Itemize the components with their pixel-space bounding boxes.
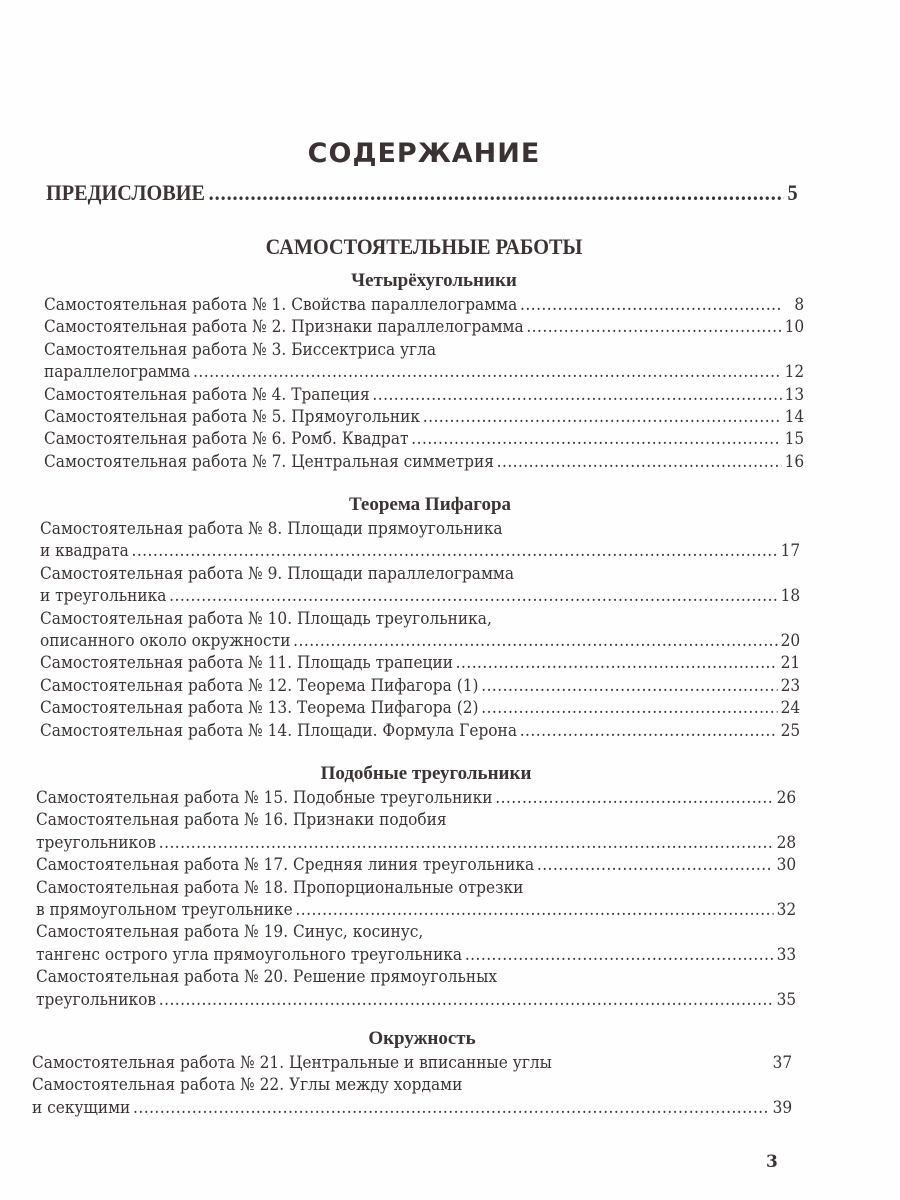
toc-entry[interactable] bbox=[40, 563, 800, 608]
entry-title: тангенс острого угла прямоугольного треугольника bbox=[36, 944, 463, 965]
dot-leader bbox=[481, 697, 777, 719]
toc-entry[interactable] bbox=[36, 787, 796, 809]
dot-leader bbox=[159, 832, 774, 854]
page-title: СОДЕРЖАНИЕ bbox=[307, 138, 541, 169]
section-circle bbox=[32, 1028, 812, 1119]
preface-label: ПРЕДИСЛОВИЕ bbox=[46, 180, 205, 205]
entry-title-line1: Самостоятельная работа № 20. Решение прямоугольных bbox=[36, 967, 498, 988]
entry-title: Самостоятельная работа № 2. Признаки параллелограмма bbox=[44, 317, 524, 338]
toc-entry[interactable] bbox=[36, 921, 796, 966]
entry-page: 18 bbox=[780, 586, 801, 607]
entry-title: треугольников bbox=[36, 989, 157, 1010]
entry-title: Самостоятельная работа № 1. Свойства параллелограмма bbox=[44, 295, 518, 315]
entry-title-line1: Самостоятельная работа № 10. Площадь треугольника, bbox=[40, 608, 492, 629]
dot-leader bbox=[133, 1097, 770, 1119]
dot-leader bbox=[169, 585, 777, 607]
dot-leader bbox=[295, 899, 773, 921]
entry-title: Самостоятельная работа № 5. Прямоугольник bbox=[44, 407, 421, 428]
toc-entry[interactable] bbox=[36, 966, 796, 1011]
dot-leader bbox=[159, 989, 774, 1011]
entry-page: 12 bbox=[784, 362, 805, 383]
dot-leader bbox=[456, 652, 778, 674]
entry-title: Самостоятельная работа № 17. Средняя линия треугольника bbox=[36, 855, 535, 876]
entry-title: Самостоятельная работа № 11. Площадь трапеции bbox=[40, 653, 453, 674]
dot-leader bbox=[526, 316, 781, 338]
toc-entry[interactable] bbox=[36, 809, 796, 854]
dot-leader bbox=[131, 540, 777, 562]
dot-leader bbox=[537, 854, 774, 876]
entry-title: и треугольника bbox=[40, 586, 167, 607]
toc-entry[interactable] bbox=[32, 1074, 792, 1119]
entry-page: 32 bbox=[776, 900, 797, 921]
entry-page: 26 bbox=[776, 788, 797, 808]
toc-entry[interactable] bbox=[44, 451, 804, 473]
page-number: 3 bbox=[766, 1152, 778, 1172]
entry-title: и квадрата bbox=[40, 541, 129, 562]
section-quadrilaterals bbox=[44, 270, 824, 473]
entry-page: 33 bbox=[776, 944, 797, 965]
toc-entry[interactable] bbox=[40, 652, 800, 674]
entry-title: Самостоятельная работа № 12. Теорема Пифагора (1) bbox=[40, 675, 479, 696]
dot-leader bbox=[495, 787, 773, 809]
entry-page: 15 bbox=[784, 429, 805, 450]
toc-entry[interactable] bbox=[36, 854, 796, 876]
entry-page: 24 bbox=[780, 698, 801, 719]
toc-entry[interactable] bbox=[40, 675, 800, 697]
entry-title: Самостоятельная работа № 21. Центральные и вписанные углы bbox=[32, 1053, 552, 1073]
dot-leader bbox=[423, 406, 782, 428]
dot-leader bbox=[372, 384, 781, 406]
entry-title: Самостоятельная работа № 7. Центральная симметрия bbox=[44, 451, 494, 472]
entry-title: параллелограмма bbox=[44, 362, 191, 383]
toc-entry[interactable] bbox=[44, 428, 804, 450]
section-title: Теорема Пифагора bbox=[348, 494, 512, 515]
entry-title: и секущими bbox=[32, 1097, 131, 1118]
entry-title: треугольников bbox=[36, 832, 157, 853]
section-similar-triangles bbox=[36, 763, 816, 1011]
toc-entry[interactable] bbox=[44, 339, 804, 384]
dot-leader bbox=[520, 294, 782, 316]
toc-entry[interactable] bbox=[40, 518, 800, 563]
entry-title: в прямоугольном треугольнике bbox=[36, 900, 293, 921]
entry-page: 8 bbox=[794, 295, 805, 315]
entry-page: 23 bbox=[780, 675, 801, 696]
section-title: Четырёхугольники bbox=[351, 270, 517, 291]
entry-page: 37 bbox=[772, 1053, 793, 1073]
toc-entry[interactable] bbox=[44, 316, 804, 338]
dot-leader bbox=[209, 180, 784, 206]
entry-title-line1: Самостоятельная работа № 18. Пропорциональные отрезки bbox=[36, 877, 524, 898]
entry-page: 35 bbox=[776, 989, 797, 1010]
entry-title: Самостоятельная работа № 15. Подобные треугольники bbox=[36, 788, 493, 808]
dot-leader bbox=[481, 675, 777, 697]
toc-entry[interactable] bbox=[44, 384, 804, 406]
entry-title: Самостоятельная работа № 14. Площади. Формула Герона bbox=[40, 720, 517, 741]
entry-page: 17 bbox=[780, 541, 801, 562]
entry-page: 16 bbox=[784, 451, 805, 472]
entry-title-line1: Самостоятельная работа № 16. Признаки подобия bbox=[36, 810, 447, 831]
dot-leader bbox=[293, 630, 777, 652]
entry-title: Самостоятельная работа № 6. Ромб. Квадрат bbox=[44, 429, 409, 450]
entry-page: 25 bbox=[780, 720, 801, 741]
entry-title: описанного около окружности bbox=[40, 631, 291, 652]
entry-title-line1: Самостоятельная работа № 9. Площади параллелограмма bbox=[40, 563, 515, 584]
toc-entry[interactable] bbox=[40, 608, 800, 653]
entry-title-line1: Самостоятельная работа № 8. Площади прямоугольника bbox=[40, 519, 503, 539]
dot-leader bbox=[520, 720, 778, 742]
entry-page: 21 bbox=[780, 653, 801, 674]
entry-page: 30 bbox=[776, 855, 797, 876]
dot-leader bbox=[193, 361, 782, 383]
entry-title: Самостоятельная работа № 13. Теорема Пифагора (2) bbox=[40, 698, 479, 719]
toc-entry[interactable] bbox=[44, 294, 804, 316]
dot-leader bbox=[497, 451, 782, 473]
toc-entry[interactable] bbox=[44, 406, 804, 428]
entry-title-line1: Самостоятельная работа № 3. Биссектриса угла bbox=[44, 339, 437, 360]
entry-page: 39 bbox=[772, 1097, 793, 1118]
dot-leader bbox=[465, 944, 774, 966]
entry-page: 28 bbox=[776, 832, 797, 853]
entry-title-line1: Самостоятельная работа № 22. Углы между хордами bbox=[32, 1075, 463, 1096]
toc-entry-preface[interactable] bbox=[46, 180, 798, 206]
preface-page: 5 bbox=[787, 180, 798, 205]
toc-entry[interactable] bbox=[36, 877, 796, 922]
part-title: САМОСТОЯТЕЛЬНЫЕ РАБОТЫ bbox=[265, 234, 583, 259]
entry-title-line1: Самостоятельная работа № 19. Синус, косинус, bbox=[36, 922, 424, 943]
entry-title: Самостоятельная работа № 4. Трапеция bbox=[44, 384, 370, 405]
section-pythagorean-theorem bbox=[40, 494, 820, 742]
entry-page: 10 bbox=[784, 317, 805, 338]
toc-entry[interactable] bbox=[40, 697, 800, 719]
entry-page: 14 bbox=[784, 407, 805, 428]
entry-page: 20 bbox=[780, 631, 801, 652]
entry-page: 13 bbox=[784, 384, 805, 405]
toc-entry[interactable] bbox=[40, 720, 800, 742]
dot-leader bbox=[411, 428, 781, 450]
section-title: Окружность bbox=[368, 1028, 476, 1049]
toc-entry[interactable] bbox=[32, 1052, 792, 1074]
section-title: Подобные треугольники bbox=[320, 763, 532, 784]
